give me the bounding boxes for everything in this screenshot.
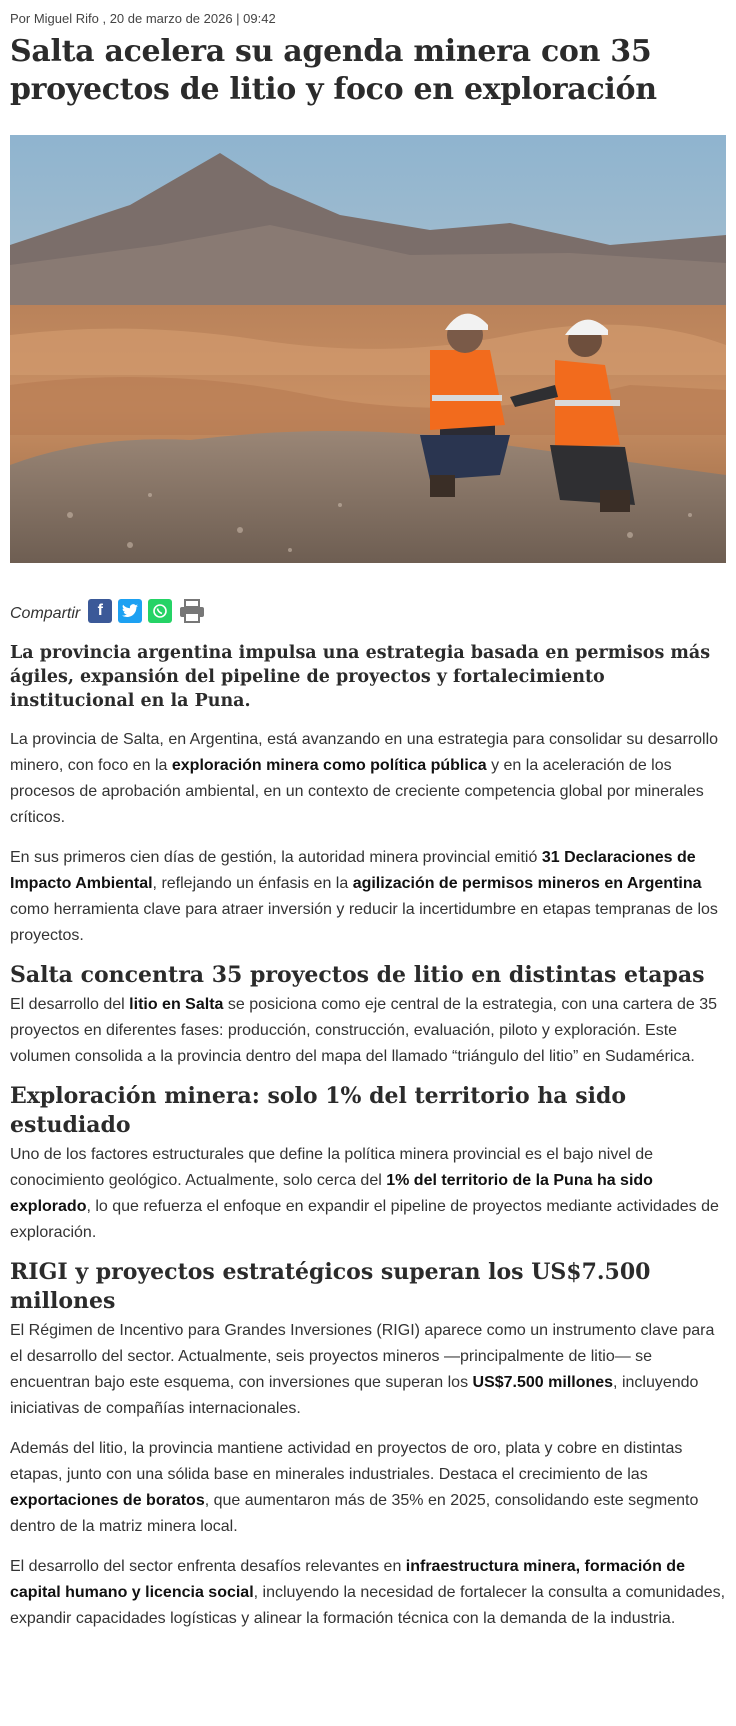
section-heading: RIGI y proyectos estratégicos superan los US$7.500 millones: [10, 1259, 651, 1314]
twitter-icon[interactable]: [118, 599, 142, 623]
paragraph: Además del litio, la provincia mantiene actividad en proyectos de oro, plata y cobre en distintas etapas, junto con una sólida base en minerales industriales. Destaca el crecimiento de las exportaciones de boratos, que aumentaron más de 35% en 2025, consolidando este segmento dentro de la matriz minera local.: [10, 1440, 699, 1535]
whatsapp-icon[interactable]: [148, 599, 172, 623]
article-lead: La provincia argentina impulsa una estrategia basada en permisos más ágiles, expansión del pipeline de proyectos y fortalecimiento institucional en la Puna.: [10, 643, 711, 711]
facebook-icon[interactable]: f: [88, 599, 112, 623]
paragraph: El Régimen de Incentivo para Grandes Inversiones (RIGI) aparece como un instrumento clave para el desarrollo del sector. Actualmente, seis proyectos mineros —principalmente de litio— se encuentran bajo este esquema, con inversiones que superan los US$7.500 millones, incluyendo iniciativas de compañías internacionales.: [10, 1322, 715, 1417]
section-heading: Salta concentra 35 proyectos de litio en distintas etapas: [10, 962, 705, 988]
paragraph: La provincia de Salta, en Argentina, está avanzando en una estrategia para consolidar su desarrollo minero, con foco en la exploración minera como política pública y en la aceleración de los procesos de aprobación ambiental, en un contexto de creciente competencia global por minerales críticos.: [10, 731, 719, 826]
paragraph: En sus primeros cien días de gestión, la autoridad minera provincial emitió 31 Declaraciones de Impacto Ambiental, reflejando un énfasis en la agilización de permisos mineros en Argentina como herramienta clave para atraer inversión y reducir la incertidumbre en etapas tempranas de los proyectos.: [10, 849, 718, 944]
article-byline: Por Miguel Rifo , 20 de marzo de 2026 | 09:42: [10, 11, 276, 26]
article-title: Salta acelera su agenda minera con 35 proyectos de litio y foco en exploración: [10, 34, 657, 107]
share-bar: [10, 597, 726, 625]
paragraph: El desarrollo del litio en Salta se posiciona como eje central de la estrategia, con una cartera de 35 proyectos en diferentes fases: producción, construcción, evaluación, piloto y exploración. Este volumen consolida a la provincia dentro del mapa del llamado “triángulo del litio” en Sudamérica.: [10, 996, 718, 1065]
hero-image: [10, 135, 726, 563]
section-heading: Exploración minera: solo 1% del territorio ha sido estudiado: [10, 1083, 627, 1138]
paragraph: El desarrollo del sector enfrenta desafíos relevantes en infraestructura minera, formación de capital humano y licencia social, incluyendo la necesidad de fortalecer la consulta a comunidades, expandir capacidades logísticas y alinear la formación técnica con la demanda de la industria.: [10, 1558, 726, 1627]
paragraph: Uno de los factores estructurales que define la política minera provincial es el bajo nivel de conocimiento geológico. Actualmente, solo cerca del 1% del territorio de la Puna ha sido explorado, lo que refuerza el enfoque en expandir el pipeline de proyectos mediante actividades de exploración.: [10, 1146, 719, 1241]
print-icon[interactable]: [178, 599, 206, 623]
share-label: Compartir: [10, 605, 81, 622]
